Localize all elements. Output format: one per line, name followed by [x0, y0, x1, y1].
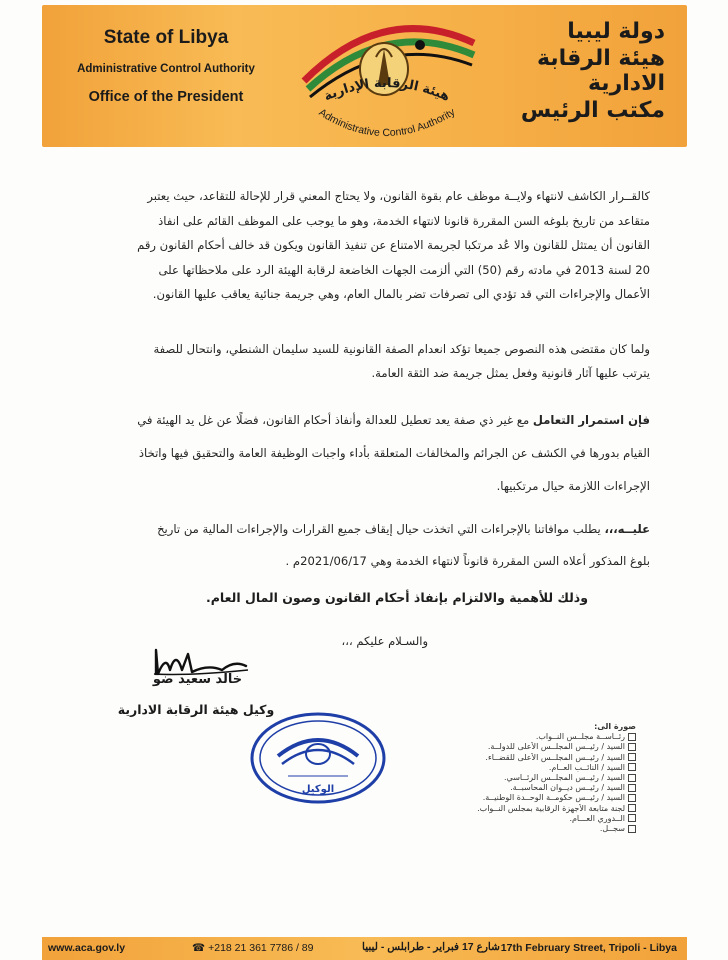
letterhead-arabic [485, 19, 665, 123]
paragraph-line [72, 404, 650, 437]
list-item: الــدوري العـــام. [426, 814, 636, 824]
phone-number [192, 942, 313, 954]
address-english: 17th February Street, Tripoli - Libya [500, 942, 677, 954]
paragraph-lead: فإن استمرار التعامل [532, 413, 650, 427]
paragraph-line: يترتب عليها آثار قانونية وفعل يمثل جريمة ضد الثقة العامة. [371, 366, 650, 380]
list-item: سجــل. [426, 824, 636, 834]
website-link[interactable]: www.aca.gov.ly [48, 942, 126, 954]
authority-name-en: Administrative Control Authority [77, 63, 255, 75]
list-item: السيد / رئيــس حكومــة الوحــدة الوطنيــة. [426, 793, 636, 803]
list-item: رئــاســة مجلــس النــواب. [426, 732, 636, 742]
svg-text:Administrative Control Authori [317, 106, 458, 139]
letterhead-english [66, 27, 266, 105]
copy-to-list [426, 722, 636, 834]
paragraph-1 [80, 184, 650, 307]
address-arabic: شارع 17 فبراير - طرابلس - ليبيا [362, 941, 500, 953]
office-name-ar: مكتب الرئيس [520, 98, 665, 123]
paragraph-line: متقاعد من تاريخ بلوغه السن المقررة قانونا لانتهاء الخدمة، وهو ما يوجب على الموظف القائم على انفاذ [158, 213, 650, 228]
logo-text-en: Administrative Control Authority [316, 106, 458, 139]
list-item: السيد / رئيــس المجلــس الرئــاسي. [426, 773, 636, 783]
letterhead-footer [42, 937, 687, 960]
stamp-label: الوكيل [301, 784, 335, 795]
office-name-en: Office of the President [88, 89, 244, 105]
list-item: لجنة متابعة الأجهزة الرقابية بمجلس النــواب. [426, 804, 636, 814]
signatory-title: وكيل هيئة الرقابة الادارية [117, 702, 275, 717]
paragraph-text: يطلب موافاتنا بالإجراءات التي اتخذت حيال إيقاف جميع القرارات والإجراءات المالية من تاريخ [157, 522, 605, 536]
paragraph-line: كالقــرار الكاشف لانتهاء ولايــة موظف عام بقوة القانون، ولا يحتاج المعني قرار للإحالة للتقاعد، حيث يعتبر [147, 189, 650, 203]
paragraph-line: القانون أن يمتثل للقانون والا عُد مرتكبا لجريمة الامتناع عن تنفيذ القانون ويكون قد خالف أحكام القانون رقم [137, 238, 650, 252]
paragraph-line: ولما كان مقتضى هذه النصوص جميعا تؤكد انعدام الصفة القانونية للسيد سليمان الشنطي، وانتحال للصفة [153, 342, 650, 356]
svg-text:هيئة الرقابة الإدارية [322, 76, 452, 105]
salutation: والسـلام عليكم ،،، [341, 634, 428, 648]
closing-statement: وذلك للأهمية والالتزام بإنفاذ أحكام القانون وصون المال العام. [206, 590, 588, 605]
authority-logo-emblem [274, 11, 494, 139]
paragraph-4 [72, 513, 650, 577]
list-item: السيد / رئيــس ديــوان المحاسبــة. [426, 783, 636, 793]
paragraph-line: الأعمال والإجراءات التي قد تؤدي الى تصرفات تضر بالمال العام، وهي جريمة جنائية يعاقب عليها القانون. [152, 287, 650, 301]
letterhead [42, 5, 687, 147]
list-item: السيد / النائــب العــام. [426, 763, 636, 773]
phone-number-text: +218 21 361 7786 / 89 [208, 942, 314, 954]
paragraph-line: القيام بدورها في الكشف عن الجرائم والمخالفات المتعلقة بأداء واجبات الوظيفة العامة والتحقيق فيها واتخاذ [138, 446, 650, 460]
phone-icon: ☎ [192, 942, 206, 954]
logo-star [415, 40, 425, 50]
paragraph-2 [80, 337, 650, 385]
paragraph-line: بلوغ المذكور أعلاه السن المقررة قانوناً لانتهاء الخدمة وهي 2021/06/17م . [285, 554, 650, 568]
signatory-name: خالد سعيد ضو [152, 672, 243, 687]
paragraph-line: الإجراءات اللازمة حيال مرتكبيها. [496, 479, 650, 493]
copy-to-heading: صورة الى: [594, 722, 636, 731]
paragraph-line: 20 لسنة 2013 في مادته رقم (50) التي ألزمت الجهات الخاضعة لرقابة الهيئة الرد على ملاحظاتها على [158, 262, 650, 277]
list-item: السيد / رئيــس المجلــس الأعلى للقضــاء. [426, 753, 636, 763]
authority-name-ar: هيئة الرقابة الادارية [537, 46, 665, 96]
paragraph-3 [72, 404, 650, 503]
list-item: السيد / رئيــس المجلــس الأعلى للدولــة. [426, 742, 636, 752]
paragraph-lead: عليــه،،، [604, 522, 650, 536]
paragraph-line [72, 513, 650, 545]
state-name-en: State of Libya [103, 27, 229, 48]
logo-text-ar: هيئة الرقابة الإدارية [321, 75, 452, 105]
official-stamp [248, 710, 388, 806]
paragraph-text: مع غير ذي صفة يعد تعطيل للعدالة وأنفاذ أحكام القانون، فضلًا عن غل يد الهيئة في [137, 413, 533, 427]
state-name-ar: دولة ليبيا [567, 19, 665, 44]
